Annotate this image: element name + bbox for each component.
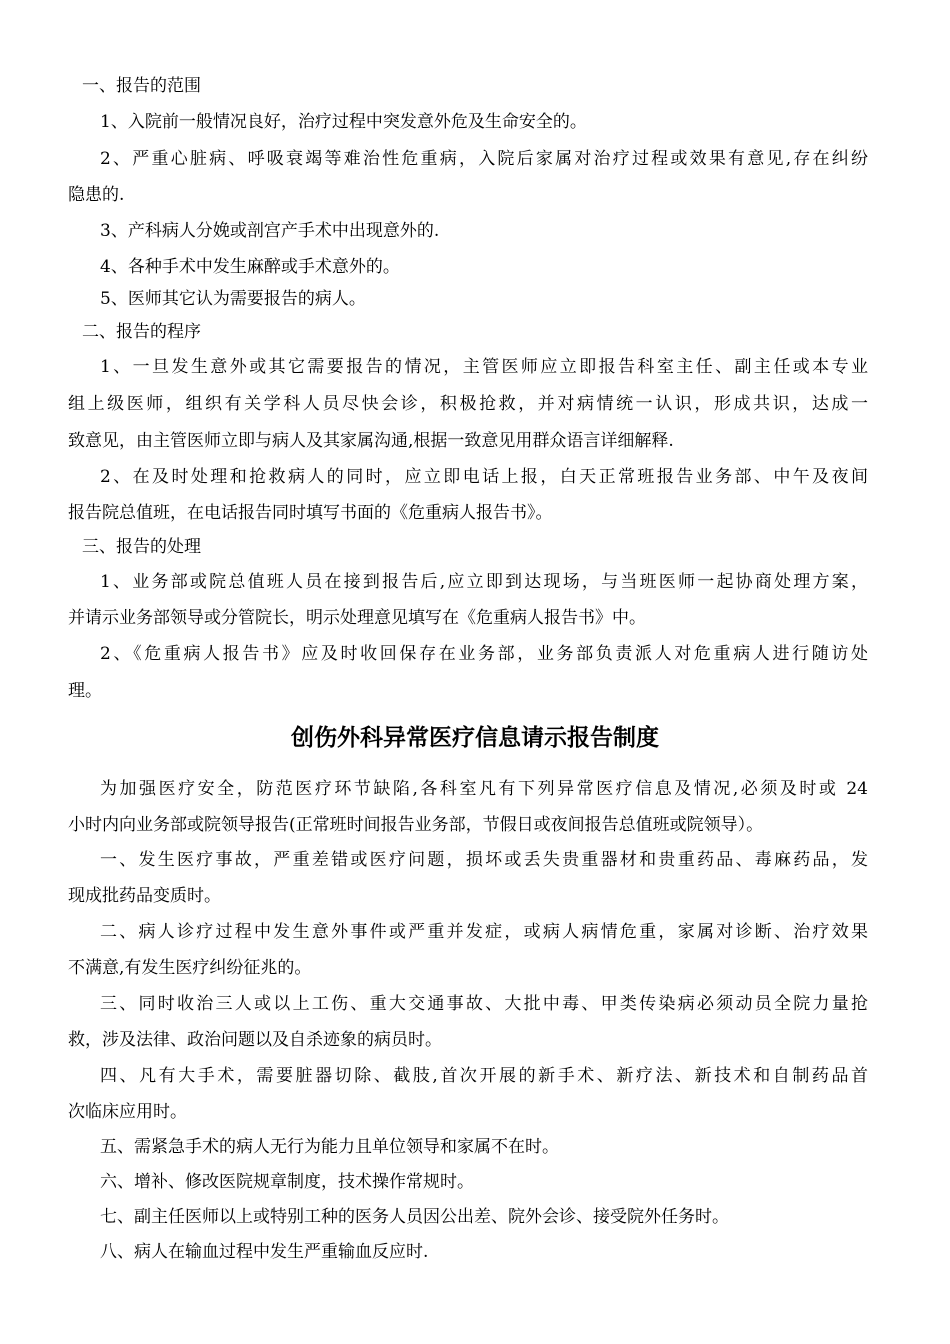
- scope-item-1: 1、入院前一般情况良好，治疗过程中突发意外危及生命安全的。: [100, 112, 587, 132]
- handling-item-1-cont: 并请示业务部领导或分管院长，明示处理意见填写在《危重病人报告书》中。: [68, 608, 646, 628]
- rule-item-5: 五、需紧急手术的病人无行为能力且单位领导和家属不在时。: [100, 1137, 559, 1157]
- scope-item-4: 4、各种手术中发生麻醉或手术意外的。: [100, 257, 400, 277]
- scope-item-2: 2、严重心脏病、呼吸衰竭等难治性危重病，入院后家属对治疗过程或效果有意见,存在纠纷: [100, 149, 868, 169]
- rule-item-1: 一、发生医疗事故，严重差错或医疗问题，损坏或丢失贵重器材和贵重药品、毒麻药品，发: [100, 850, 868, 870]
- heading-report-procedure: 二、报告的程序: [82, 322, 201, 342]
- rule-item-4: 四、凡有大手术，需要脏器切除、截肢,首次开展的新手术、新疗法、新技术和自制药品首: [100, 1066, 868, 1086]
- heading-report-scope: 一、报告的范围: [82, 76, 201, 96]
- rule-item-7: 七、副主任医师以上或特别工种的医务人员因公出差、院外会诊、接受院外任务时。: [100, 1207, 729, 1227]
- handling-item-2: 2、《危重病人报告书》应及时收回保存在业务部，业务部负责派人对危重病人进行随访处: [100, 644, 868, 664]
- handling-item-2-cont: 理。: [68, 681, 102, 701]
- rule-item-3: 三、同时收治三人或以上工伤、重大交通事故、大批中毒、甲类传染病必须动员全院力量抢: [100, 994, 868, 1014]
- rule-item-8: 八、病人在输血过程中发生严重输血反应时.: [100, 1242, 429, 1262]
- intro-paragraph: 为加强医疗安全，防范医疗环节缺陷,各科室凡有下列异常医疗信息及情况,必须及时或 24: [100, 779, 868, 799]
- scope-item-5: 5、医师其它认为需要报告的病人。: [100, 289, 366, 309]
- handling-item-1: 1、业务部或院总值班人员在接到报告后,应立即到达现场，与当班医师一起协商处理方案，: [100, 572, 868, 592]
- rule-item-2: 二、病人诊疗过程中发生意外事件或严重并发症，或病人病情危重，家属对诊断、治疗效果: [100, 922, 868, 942]
- procedure-item-1: 1、一旦发生意外或其它需要报告的情况，主管医师应立即报告科室主任、副主任或本专业: [100, 357, 868, 377]
- heading-report-handling: 三、报告的处理: [82, 537, 201, 557]
- rule-item-2-cont: 不满意,有发生医疗纠纷征兆的。: [68, 958, 312, 978]
- rule-item-1-cont: 现成批药品变质时。: [68, 886, 221, 906]
- procedure-item-1-cont: 组上级医师，组织有关学科人员尽快会诊，积极抢救，并对病情统一认识，形成共识，达成一: [68, 394, 868, 414]
- intro-paragraph-cont: 小时内向业务部或院领导报告(正常班时间报告业务部，节假日或夜间报告总值班或院领导）。: [68, 815, 764, 835]
- rule-item-6: 六、增补、修改医院规章制度，技术操作常规时。: [100, 1172, 474, 1192]
- document-title: 创伤外科异常医疗信息请示报告制度: [291, 725, 659, 751]
- procedure-item-2: 2、在及时处理和抢救病人的同时，应立即电话上报，白天正常班报告业务部、中午及夜间: [100, 467, 868, 487]
- rule-item-4-cont: 次临床应用时。: [68, 1102, 187, 1122]
- rule-item-3-cont: 救，涉及法律、政治问题以及自杀迹象的病员时。: [68, 1030, 442, 1050]
- procedure-item-1-end: 致意见，由主管医师立即与病人及其家属沟通,根据一致意见用群众语言详细解释.: [68, 431, 674, 451]
- procedure-item-2-cont: 报告院总值班，在电话报告同时填写书面的《危重病人报告书》。: [68, 503, 553, 523]
- scope-item-3: 3、产科病人分娩或剖宫产手术中出现意外的.: [100, 221, 440, 241]
- scope-item-2-cont: 隐患的.: [68, 185, 125, 205]
